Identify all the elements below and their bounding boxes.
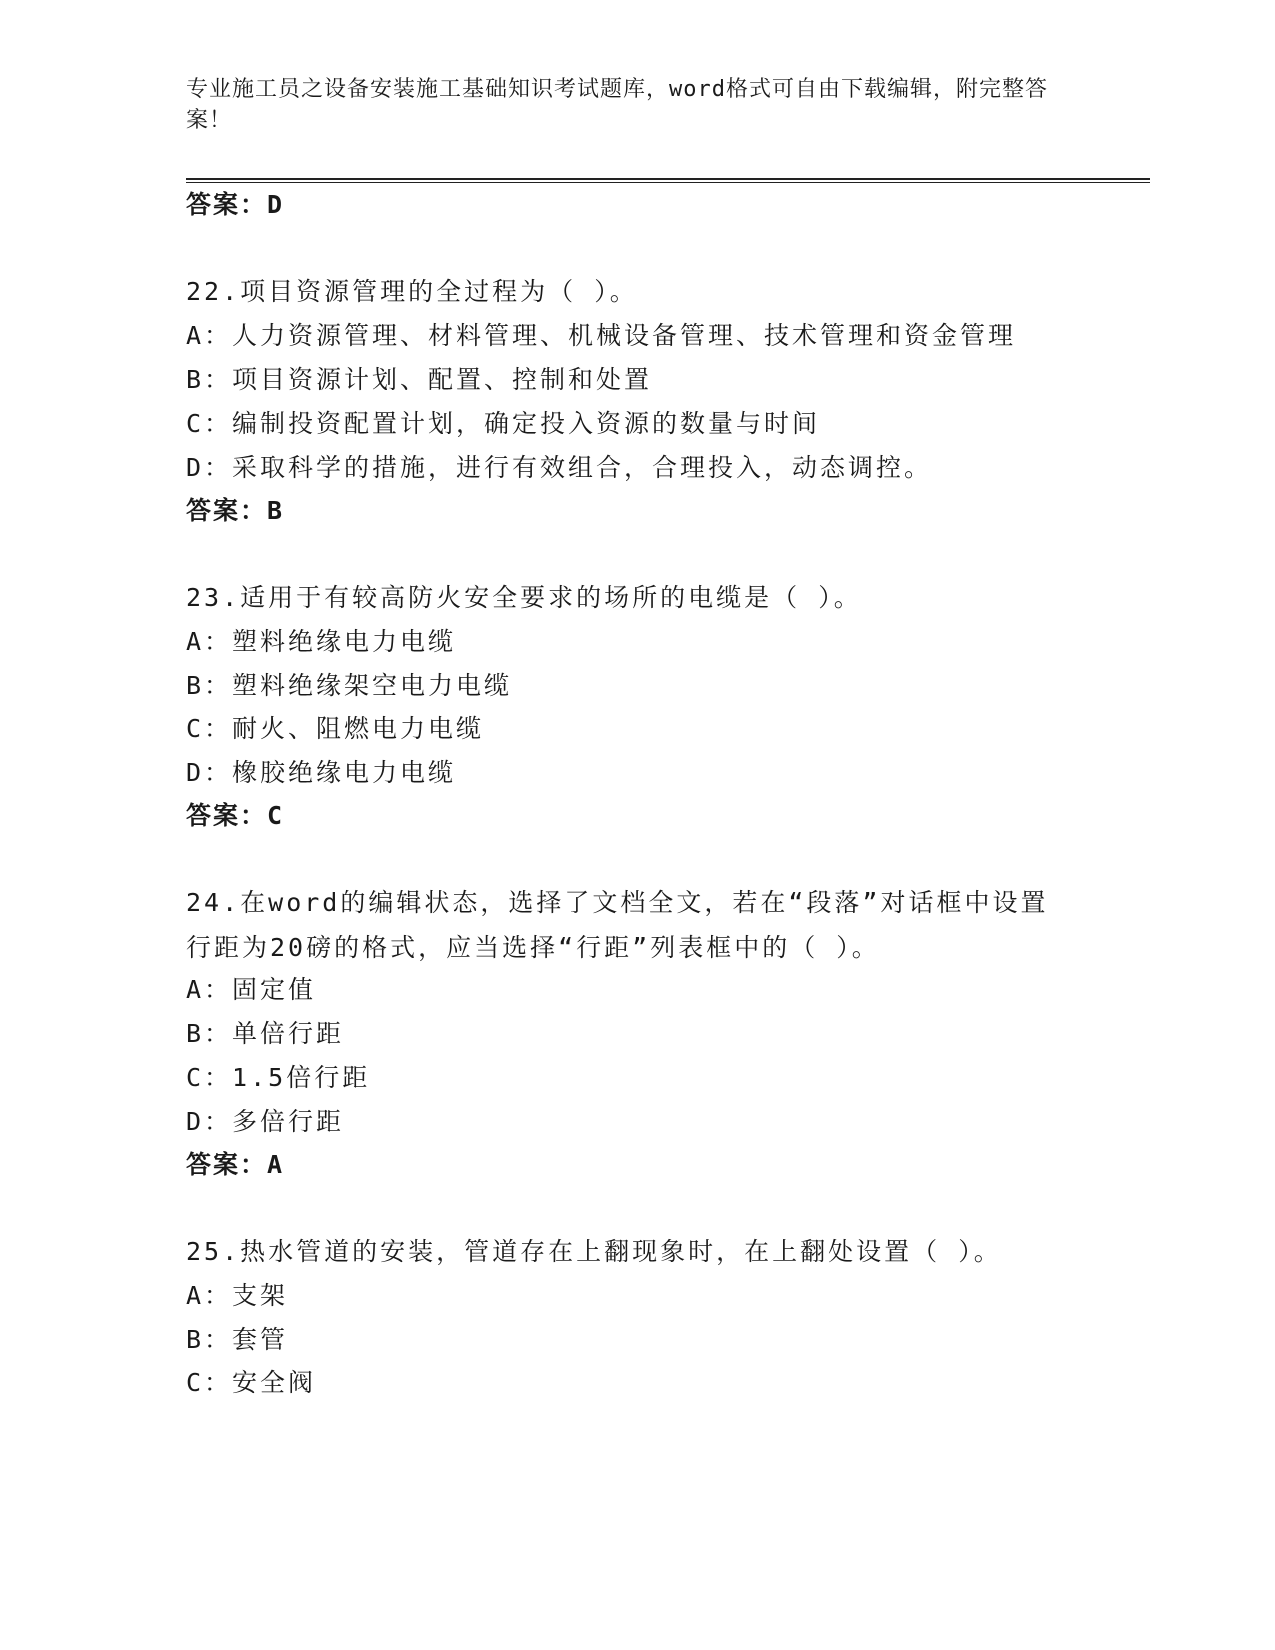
- answer-line: 答案：C: [186, 801, 285, 830]
- option-b: B：塑料绝缘架空电力电缆: [186, 671, 513, 700]
- question-stem: 22.项目资源管理的全过程为（ ）。: [186, 277, 638, 306]
- page-header-text: 专业施工员之设备安装施工基础知识考试题库，word格式可自由下载编辑，附完整答案！: [186, 77, 1048, 133]
- option-c: C：1.5倍行距: [186, 1063, 371, 1092]
- header-rule-thick: [186, 178, 1150, 180]
- option-a: A：支架: [186, 1281, 289, 1310]
- header-rule-thin: [186, 182, 1150, 183]
- option-c: C：安全阀: [186, 1368, 317, 1397]
- option-b: B：项目资源计划、配置、控制和处置: [186, 365, 653, 394]
- option-d: D：采取科学的措施，进行有效组合，合理投入，动态调控。: [186, 453, 933, 482]
- question-stem: 25.热水管道的安装，管道存在上翻现象时，在上翻处设置（ ）。: [186, 1237, 1002, 1266]
- option-c: C：耐火、阻燃电力电缆: [186, 714, 485, 743]
- answer-line: 答案：A: [186, 1150, 285, 1179]
- option-a: A：塑料绝缘电力电缆: [186, 627, 457, 656]
- answer-line: 答案：B: [186, 496, 285, 525]
- option-d: D：多倍行距: [186, 1107, 345, 1136]
- question-stem: 24.在word的编辑状态，选择了文档全文，若在“段落”对话框中设置行距为20磅的格式，应当选择“行距”列表框中的（ ）。: [186, 888, 1049, 962]
- option-a: A：固定值: [186, 975, 317, 1004]
- answer-line: 答案：D: [186, 190, 285, 219]
- option-d: D：橡胶绝缘电力电缆: [186, 758, 457, 787]
- option-b: B：套管: [186, 1325, 289, 1354]
- option-a: A：人力资源管理、材料管理、机械设备管理、技术管理和资金管理: [186, 321, 1017, 350]
- option-c: C：编制投资配置计划，确定投入资源的数量与时间: [186, 409, 821, 438]
- option-b: B：单倍行距: [186, 1019, 345, 1048]
- question-stem: 23.适用于有较高防火安全要求的场所的电缆是（ ）。: [186, 583, 862, 612]
